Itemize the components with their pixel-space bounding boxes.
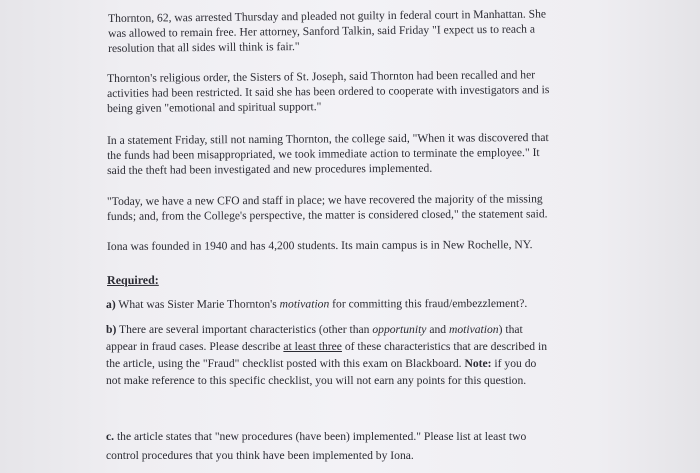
paragraph-3-line-3: said the theft had been investigated and new procedures implemented.	[107, 161, 433, 177]
question-b-line-1-mid: and	[426, 323, 449, 336]
paragraph-1-line-2: was allowed to remain free. Her attorney, Sanford Talkin, said Friday "I expect us to reach a	[108, 22, 536, 40]
required-heading: Required:	[107, 272, 159, 287]
question-b-line-1	[106, 323, 523, 337]
question-b-line-3-after: if you do	[491, 357, 537, 370]
paragraph-4-line-2: funds; and, from the College's perspective, the matter is considered closed," the statement said.	[107, 207, 548, 223]
paragraph-3-line-2: the funds had been misappropriated, we took immediate action to terminate the employee." It	[107, 145, 540, 162]
paragraph-3-line-1: In a statement Friday, still not naming Thornton, the college said, "When it was discovered that	[107, 130, 549, 147]
question-b-line-4: not make reference to this specific checklist, you will not earn any points for this question.	[106, 374, 527, 387]
question-b-line-3-text: the article, using the "Fraud" checklist posted with this exam on Blackboard.	[106, 357, 465, 370]
question-c-line-1-text: the article states that "new procedures (have been) implemented." Please list at least two	[116, 430, 527, 443]
question-c-label: c.	[106, 430, 115, 443]
question-b-line-2	[106, 340, 547, 354]
question-b-line-1-after: ) that	[498, 323, 523, 336]
question-a-text-after: for committing this fraud/embezzlement?.	[329, 296, 528, 311]
question-b-line-3	[106, 357, 536, 371]
question-a-label: a)	[106, 297, 116, 311]
question-b-emphasis-opportunity: opportunity	[372, 323, 427, 336]
question-c-line-1	[106, 430, 526, 444]
paragraph-2-line-3: being given "emotional and spiritual support."	[107, 100, 322, 115]
question-a-emphasis: motivation	[279, 297, 330, 311]
paragraph-5-line-1: Iona was founded in 1940 and has 4,200 students. Its main campus is in New Rochelle, NY.	[107, 238, 533, 253]
question-a-text-before: What was Sister Marie Thornton's	[118, 297, 280, 311]
question-b-underline-at-least-three: at least three	[283, 340, 342, 353]
question-b-emphasis-motivation: motivation	[449, 323, 499, 336]
question-a	[106, 297, 527, 312]
question-b-note-label: Note:	[464, 357, 492, 370]
question-b-label: b)	[106, 323, 117, 336]
paragraph-2-line-1: Thornton's religious order, the Sisters of St. Joseph, said Thornton had been recalled and her	[107, 68, 536, 85]
paragraph-1-line-1: Thornton, 62, was arrested Thursday and pleaded not guilty in federal court in Manhattan. She	[108, 7, 547, 25]
paragraph-1-line-3: resolution that all sides will think is fair."	[108, 39, 300, 55]
paragraph-4-line-1: "Today, we have a new CFO and staff in place; we have recovered the majority of the missing	[107, 192, 543, 208]
question-b-line-2-after: of these characteristics that are described in	[341, 340, 548, 353]
question-b-line-2-before: appear in fraud cases. Please describe	[106, 340, 284, 353]
paragraph-2-line-2: activities had been restricted. It said she has been ordered to cooperate with investigators and is	[107, 83, 550, 100]
question-c-line-2: control procedures that you think have been implemented by Iona.	[106, 449, 414, 462]
question-b-line-1-before: There are several important characteristics (other than	[119, 323, 373, 336]
